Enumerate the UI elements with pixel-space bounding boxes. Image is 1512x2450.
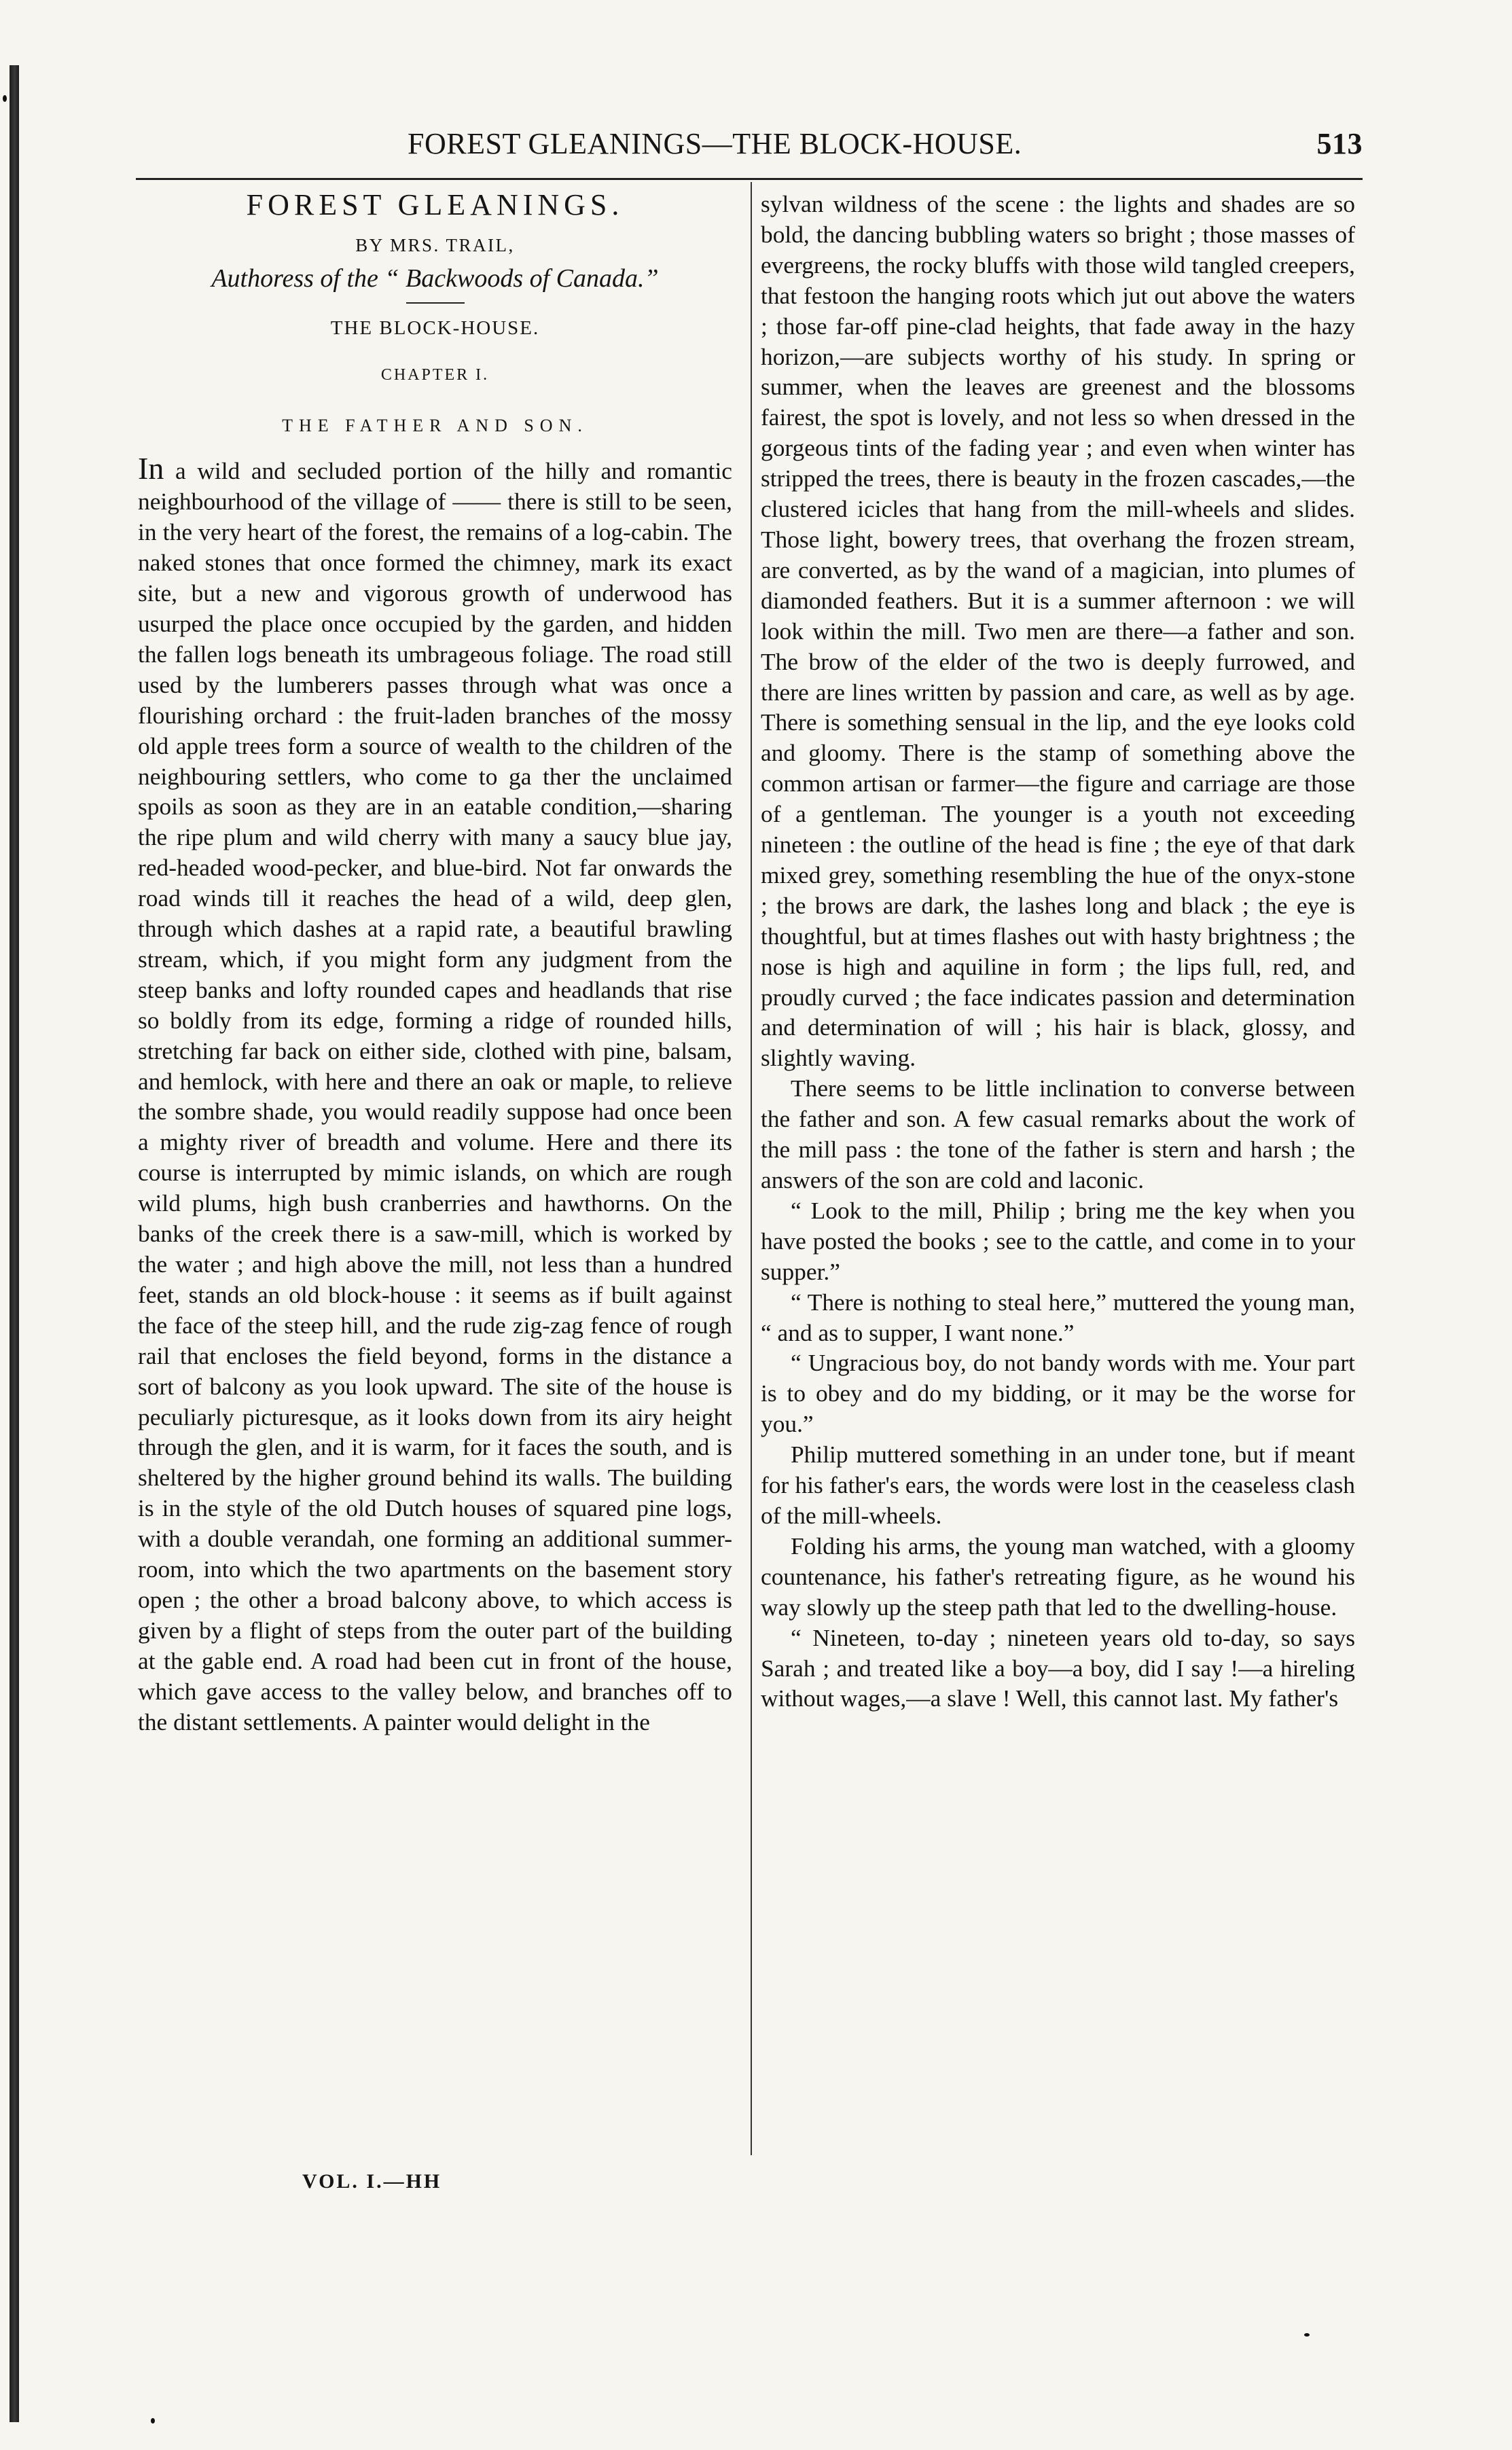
body-paragraph: “ There is nothing to steal here,” muttered the young man, “ and as to supper, I want none.” bbox=[761, 1288, 1355, 1346]
story-title: THE BLOCK-HOUSE. bbox=[330, 317, 540, 339]
article-title: FOREST GLEANINGS. bbox=[246, 188, 624, 221]
body-paragraph bbox=[138, 453, 732, 1737]
binding-edge bbox=[10, 65, 19, 2422]
section-heading: THE FATHER AND SON. bbox=[282, 415, 588, 435]
chapter-heading: CHAPTER I. bbox=[380, 365, 490, 384]
paragraph-text: a wild and secluded portion of the hilly and romantic neighbourhood of the village of —— there is still to be seen, in the very heart of the forest, the remains of a log-cabin. The naked stones that once formed the chimney, mark its exact site, but a new and vigorous growth of underwood has usurped the place once occupied by the garden, and hidden the fallen logs beneath its umbrageous foliage. The road still used by the lumberers passes through what was once a flourishing orchard : the fruit-laden branches of the mossy old apple trees form a source of wealth to the children of the neighbouring settlers, who come to ga ther the unclaimed spoils as soon as they are in an eatable condition,—sharing the ripe plum and wild cherry with many a saucy blue jay, red-headed wood-pecker, and blue-bird. Not far onwards the road winds till it reaches the head of a wild, deep glen, through which dashes at a rapid rate, a beautiful brawling stream, which, if you might form any judgment from the steep banks and lofty rounded capes and headlands that rise so boldly from its edge, forming a ridge of rounded hills, stretching far back on either side, clothed with pine, balsam, and hemlock, with here and there an oak or maple, to relieve the sombre shade, you would readily suppose had once been a mighty river of breadth and volume. Here and there its course is interrupted by mimic islands, on which are rough wild plums, high bush cranberries and hawthorns. On the banks of the creek there is a saw-mill, which is worked by the water ; and high above the mill, not less than a hundred feet, stands an old block-house : it seems as if built against the face of the steep hill, and the rude zig-zag fence of rough rail that encloses the field beyond, forms in the distance a sort of balcony as you look upward. The site of the house is peculiarly picturesque, as it looks down from its airy height through the glen, and it is warm, for it faces the south, and is sheltered by the higher ground behind its walls. The building is in the style of the old Dutch houses of squared pine logs, with a double verandah, one forming an additional summer-room, into which the two apartments on the basement story open ; the other a broad balcony above, to which access is given by a flight of steps from the outer part of the building at the gable end. A road had been cut in front of the house, which gave access to the valley below, and branches off to the distant settlements. A painter would delight in the bbox=[138, 457, 732, 1735]
running-title: FOREST GLEANINGS—THE BLOCK-HOUSE. bbox=[408, 127, 1022, 160]
title-rule bbox=[406, 302, 465, 304]
margin-speck bbox=[3, 95, 7, 102]
body-paragraph: “ Ungracious boy, do not bandy words with me. Your part is to obey and do my bidding, or it may be the worse for you.” bbox=[761, 1349, 1355, 1438]
body-paragraph: Philip muttered something in an under tone, but if meant for his father's ears, the words were lost in the ceaseless clash of the mill-wheels. bbox=[761, 1441, 1355, 1529]
header-rule bbox=[136, 178, 1363, 180]
column-divider bbox=[751, 182, 752, 2155]
right-column bbox=[761, 189, 1355, 1714]
body-paragraph: sylvan wildness of the scene : the lights and shades are so bold, the dancing bubbling waters so bright ; those masses of evergreens, the rocky bluffs with those wild tangled creepers, that festoon the hanging roots which jut out above the waters ; those far-off pine-clad heights, that fade away in the hazy horizon,—are subjects worthy of his study. In spring or summer, when the leaves are greenest and the blossoms fairest, the spot is lovely, and not less so when dressed in the gorgeous tints of the fading year ; and even when winter has stripped the trees, there is beauty in the frozen cascades,—the clustered icicles that hang from the mill-wheels and slides. Those light, bowery trees, that overhang the frozen stream, are converted, as by the wand of a magician, into plumes of diamonded feathers. But it is a summer afternoon : we will look within the mill. Two men are there—a father and son. The brow of the elder of the two is deeply furrowed, and there are lines written by passion and care, as well as by age. There is something sensual in the lip, and the eye looks cold and gloomy. There is the stamp of something above the common artisan or farmer—the figure and carriage are those of a gentleman. The younger is a youth not exceeding nineteen : the outline of the head is fine ; the eye of that dark mixed grey, something resembling the hue of the onyx-stone ; the brows are dark, the lashes long and black ; the eye is thoughtful, but at times flashes out with hasty brightness ; the nose is high and aquiline in form ; the lips full, red, and proudly curved ; the face indicates passion and determination and determination of will ; his hair is black, glossy, and slightly waving. bbox=[761, 190, 1355, 1072]
margin-speck bbox=[151, 2418, 155, 2424]
page-number: 513 bbox=[1316, 127, 1363, 160]
body-paragraph: “ Nineteen, to-day ; nineteen years old to-day, so says Sarah ; and treated like a boy—a boy, did I say !—a hireling without wages,—a slave ! Well, this cannot last. My father's bbox=[761, 1623, 1355, 1712]
author-byline: BY MRS. TRAIL, bbox=[355, 234, 515, 255]
body-paragraph: “ Look to the mill, Philip ; bring me the key when you have posted the books ; see to the cattle, and come in to your supper.” bbox=[761, 1196, 1355, 1285]
author-credit: Authoress of the “ Backwoods of Canada.” bbox=[211, 264, 659, 293]
page-header bbox=[136, 114, 1363, 175]
body-paragraph: Folding his arms, the young man watched, with a gloomy countenance, his father's retreating figure, as he wound his way slowly up the steep path that led to the dwelling-house. bbox=[761, 1532, 1355, 1621]
margin-speck bbox=[1304, 2333, 1310, 2337]
left-column bbox=[138, 189, 732, 1737]
signature-mark: VOL. I.—HH bbox=[302, 2170, 442, 2193]
body-paragraph: There seems to be little inclination to converse between the father and son. A few casual remarks about the work of the mill pass : the tone of the father is stern and harsh ; the answers of the son are cold and laconic. bbox=[761, 1075, 1355, 1193]
drop-cap: In bbox=[138, 451, 164, 486]
